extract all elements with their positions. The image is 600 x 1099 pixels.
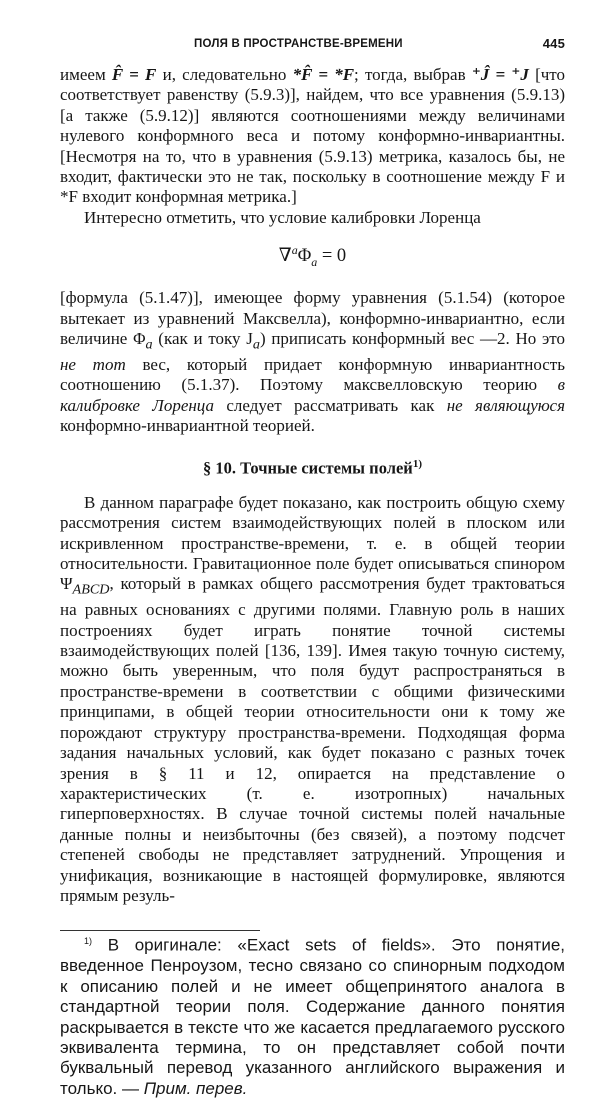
paragraph-2: Интересно отметить, что условие калибровки Лоренца bbox=[84, 207, 481, 227]
paragraph-1 bbox=[60, 65, 565, 208]
running-head bbox=[60, 34, 565, 56]
text-run: вес, который придает конформную инвариантность соотношению (5.1.37). Поэтому максвелловскую теорию bbox=[60, 354, 565, 395]
math-inline: *F̂ = *F bbox=[292, 65, 355, 84]
emphasis: в калибровке Лоренца bbox=[60, 375, 565, 415]
text-run: , который в рамках общего рассмотрения будет трактоваться на равных основаниях с другими полями. Главную роль в наших построениях будет играть понятие точной системы взаимодействующих полей [136, 139]. Имея такую точную систему, можно быть уверенным, что поля будут распространяться в пространстве-времени в соответствии с общими физическими принципами, в общей теории относительности они к тому же порождают структуру пространства-времени. Подходящая форма задания начальных условий, как будет показано с разных точек зрения в § 11 и 12, опирается на представление о характеристических (т. е. изотропных) начальных гиперповерхностях. В случае точной системы полей начальные данные полны и неизбыточны (без связей), а поэтому подсчет степеней свободы не представляет затруднений. Упрощения и унификация, возникающие в настоящей формулировке, являются прямым резуль- bbox=[60, 574, 565, 905]
text-run: (как и току J bbox=[152, 328, 253, 348]
emphasis: не тот bbox=[60, 354, 126, 374]
paragraph-4 bbox=[60, 493, 565, 907]
body-text bbox=[60, 65, 565, 1099]
running-title: ПОЛЯ В ПРОСТРАНСТВЕ-ВРЕМЕНИ bbox=[194, 38, 403, 50]
text-run: [формула (5.1.47)], имеющее форму уравнения (5.1.54) (которое вытекает из уравнений Максвелла), конформно-инвариантно, если величине Φ bbox=[60, 288, 565, 348]
subscript: a bbox=[252, 336, 260, 353]
footnote-mark: 1) bbox=[84, 936, 93, 947]
footnote-text: В оригинале: «Exact sets of fields». Это понятие, введенное Пенроузом, тесно связано со спинорным подходом к описанию полей и не имеет общепринятого аналога в стандартной теории поля. Содержание данного понятия раскрывается в тексте что же касается предлагаемого русского эквивалента термина, то он представляет собой почти буквальный перевод указанного английского выражения и только. — bbox=[60, 936, 565, 1098]
nabla-symbol: ∇ bbox=[278, 246, 292, 267]
lorenz-gauge-formula bbox=[60, 238, 565, 274]
text-run: ; тогда, выбрав bbox=[354, 65, 466, 84]
text-run: [что соответствует равенству (5.9.3)], найдем, что все уравнения (5.9.13) [а также (5.9.12)] являются соотношениями между величинами нулевого конформного веса и потому конформно-инвариантны. [Несмотря на то, что в уравнения (5.9.13) метрика, казалось бы, не входит, фактически это не так, поскольку в соотношение между F и *F входит конформная метрика.] bbox=[60, 65, 565, 207]
text-run: В данном параграфе будет показано, как построить общую схему рассмотрения систем взаимодействующих полей в плоском или искривленном пространстве-времени, т. е. в общей теории относительности. Гравитационное поле будет описываться спинором Ψ bbox=[60, 492, 565, 594]
footnote bbox=[60, 931, 565, 1099]
text-run: имеем bbox=[60, 65, 106, 84]
section-heading bbox=[60, 458, 565, 479]
phi-symbol: Φ bbox=[297, 246, 312, 267]
text-run: следует рассматривать как bbox=[214, 395, 447, 415]
math-inline: F̂ = F bbox=[111, 65, 157, 84]
formula-rhs: = 0 bbox=[317, 246, 347, 267]
formula-superscript: a bbox=[291, 243, 298, 258]
page-number: 445 bbox=[542, 36, 565, 51]
book-page bbox=[60, 34, 565, 1099]
footnote-reference[interactable]: 1) bbox=[412, 458, 422, 471]
section-title: § 10. Точные системы полей bbox=[203, 458, 413, 478]
formula-subscript: a bbox=[311, 255, 318, 270]
emphasis: не являющуюся bbox=[446, 395, 566, 415]
text-run: и, следовательно bbox=[156, 65, 287, 84]
math-inline: ⁺Ĵ = ⁺J bbox=[471, 65, 529, 84]
paragraph-3 bbox=[60, 288, 565, 436]
subscript: ABCD bbox=[72, 581, 110, 598]
footnote-attribution: Прим. перев. bbox=[143, 1078, 248, 1098]
text-run: конформно-инвариантной теорией. bbox=[60, 415, 315, 435]
text-run: ) приписать конформный вес —2. Но это bbox=[259, 328, 565, 348]
subscript: a bbox=[145, 336, 153, 353]
